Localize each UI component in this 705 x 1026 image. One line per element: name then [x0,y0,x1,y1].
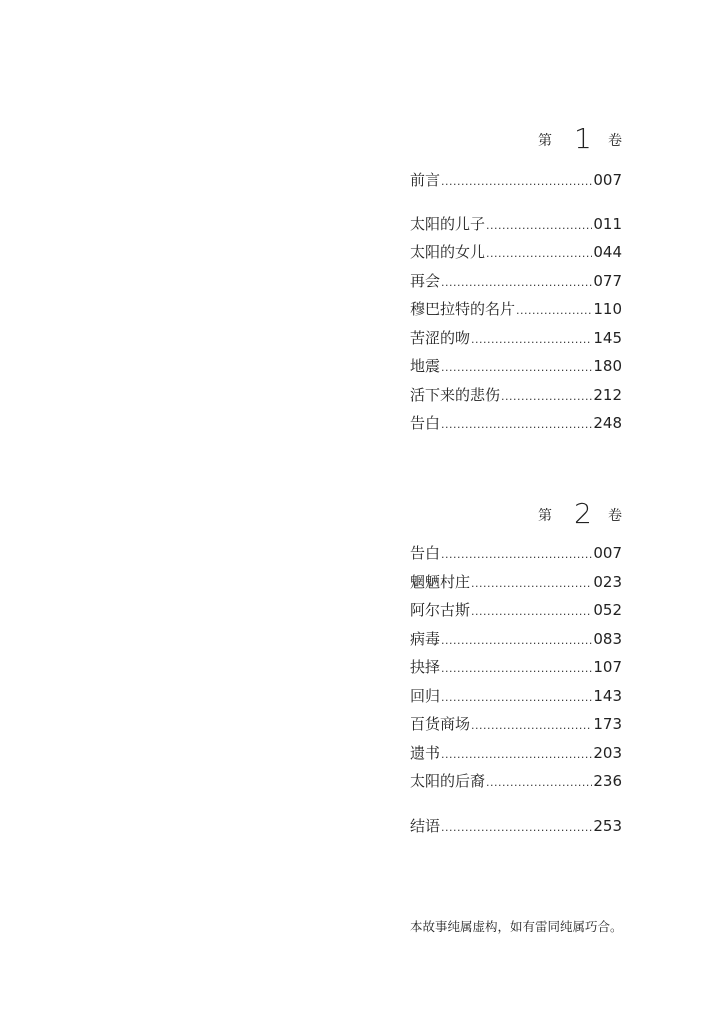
volume-2-heading [538,487,622,530]
toc-entry-title: 百货商场 [410,715,471,733]
leader-dots [486,244,592,264]
toc-entry-page: 044 [593,243,622,261]
leader-dots [441,745,592,765]
toc-entry-title: 阿尔古斯 [410,601,471,619]
toc-entry-title: 再会 [410,272,441,290]
toc-entry-page: 248 [593,414,622,432]
toc-entry[interactable] [410,271,622,291]
toc-entry[interactable] [410,629,622,649]
volume-2-juan: 卷 [608,508,622,524]
toc-entry-page: 203 [593,744,622,762]
volume-1-di: 第 [538,133,552,149]
leader-dots [471,574,592,594]
toc-entry-title: 告白 [410,414,441,432]
toc-entry[interactable] [410,214,622,234]
toc-entry-title: 魍魉村庄 [410,573,471,591]
toc-entry-title: 病毒 [410,630,441,648]
toc-entry[interactable] [410,299,622,319]
toc-entry-title: 太阳的后裔 [410,772,486,790]
toc-entry-page: 007 [593,171,622,189]
toc-entry-page: 077 [593,272,622,290]
leader-dots [471,716,592,736]
leader-dots [471,330,592,350]
toc-entry[interactable] [410,572,622,592]
disclaimer: 本故事纯属虚构，如有雷同纯属巧合。 [410,919,623,934]
toc-entry-page: 253 [593,817,622,835]
toc-entry-page: 180 [593,357,622,375]
toc-entry-title: 太阳的女儿 [410,243,486,261]
leader-dots [441,415,592,435]
toc-entry[interactable] [410,771,622,791]
toc-entry[interactable] [410,242,622,262]
leader-dots [441,172,592,192]
leader-dots [441,273,592,293]
toc-entry-title: 结语 [410,817,441,835]
toc-entry[interactable] [410,600,622,620]
volume-1-number: 1 [574,122,592,155]
toc-entry-page: 011 [593,215,622,233]
toc-entry[interactable] [410,413,622,433]
volume-2-number: 2 [574,497,592,530]
toc-entry-title: 活下来的悲伤 [410,386,501,404]
toc-entry-title: 穆巴拉特的名片 [410,300,516,318]
toc-entry-preface[interactable] [410,170,622,190]
toc-entry-title: 回归 [410,687,441,705]
volume-1-heading [538,112,622,155]
leader-dots [486,216,592,236]
toc-entry[interactable] [410,714,622,734]
leader-dots [441,659,592,679]
volume-1-juan: 卷 [608,133,622,149]
leader-dots [441,818,592,838]
toc-entry-title: 苦涩的吻 [410,329,471,347]
leader-dots [441,545,592,565]
toc-entry[interactable] [410,686,622,706]
leader-dots [441,631,592,651]
leader-dots [441,358,592,378]
toc-entry-title: 前言 [410,171,441,189]
toc-entry[interactable] [410,356,622,376]
toc-entry-page: 007 [593,544,622,562]
toc-entry-page: 173 [593,715,622,733]
toc-entry-page: 145 [593,329,622,347]
toc-entry[interactable] [410,385,622,405]
toc-entry-page: 083 [593,630,622,648]
toc-entry[interactable] [410,743,622,763]
leader-dots [501,387,592,407]
toc-entry-title: 太阳的儿子 [410,215,486,233]
toc-entry-title: 抉择 [410,658,441,676]
toc-entry[interactable] [410,328,622,348]
toc-entry-page: 023 [593,573,622,591]
leader-dots [486,773,592,793]
toc-entry-epilogue[interactable] [410,816,622,836]
toc-entry[interactable] [410,657,622,677]
toc-entry-page: 143 [593,687,622,705]
toc-entry-page: 052 [593,601,622,619]
toc-entry[interactable] [410,543,622,563]
volume-2-di: 第 [538,508,552,524]
leader-dots [441,688,592,708]
toc-entry-page: 212 [593,386,622,404]
toc-entry-title: 遗书 [410,744,441,762]
leader-dots [471,602,592,622]
toc-entry-page: 107 [593,658,622,676]
toc-entry-page: 110 [593,300,622,318]
leader-dots [516,301,592,321]
toc-entry-title: 告白 [410,544,441,562]
toc-entry-title: 地震 [410,357,441,375]
toc-entry-page: 236 [593,772,622,790]
